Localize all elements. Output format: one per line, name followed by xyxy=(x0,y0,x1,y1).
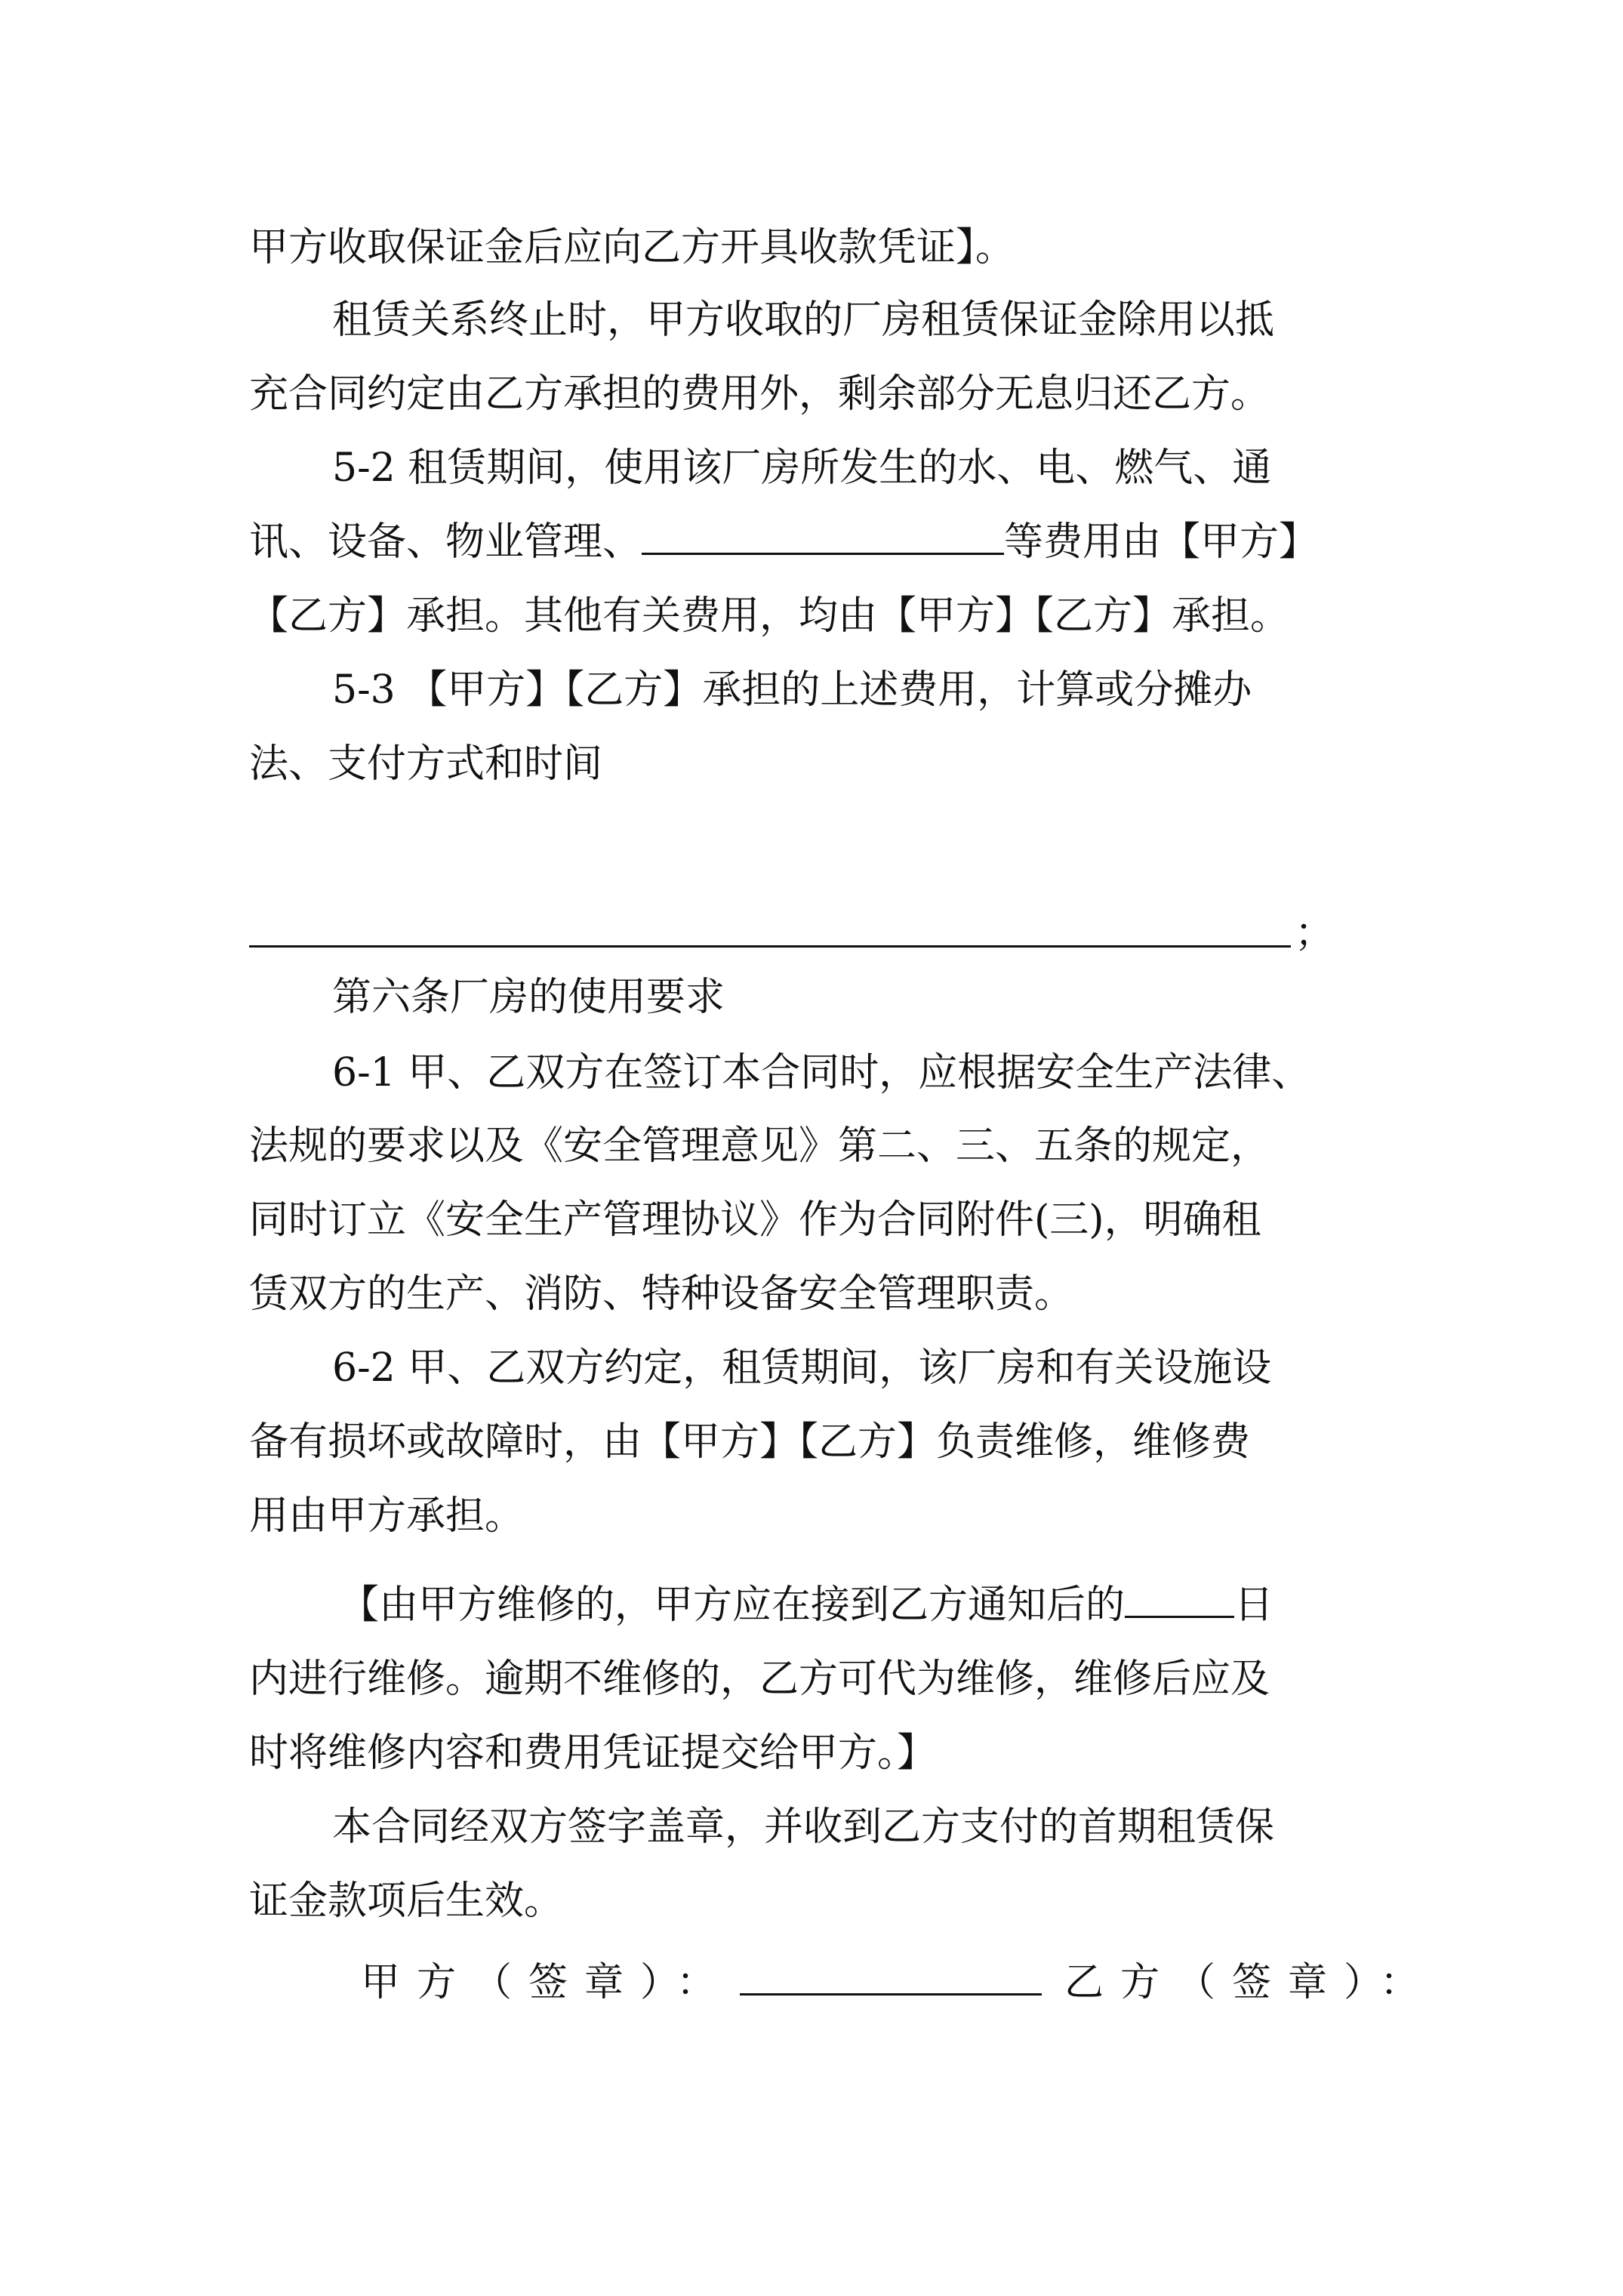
signature-line xyxy=(361,1955,1436,2010)
fill-in-line[interactable] xyxy=(249,945,1291,948)
fill-in-blank[interactable] xyxy=(1125,1578,1234,1618)
text-line: 证金款项后生效。 xyxy=(249,1878,564,1924)
text-line: 用由甲方承担。 xyxy=(249,1493,525,1539)
text-line: 6-1 甲、乙双方在签订本合同时，应根据安全生产法律、 xyxy=(332,1050,1311,1096)
text-line: 5-3 【甲方】【乙方】承担的上述费用，计算或分摊办 xyxy=(332,667,1252,713)
text-line: 6-2 甲、乙双方约定，租赁期间，该厂房和有关设施设 xyxy=(332,1345,1272,1391)
text-line: 时将维修内容和费用凭证提交给甲方。】 xyxy=(249,1730,937,1776)
text-line: 备有损坏或故障时，由【甲方】【乙方】负责维修，维修费 xyxy=(249,1419,1251,1465)
text-line-with-blank xyxy=(340,1578,1273,1632)
text-line: 法规的要求以及《安全管理意见》第二、三、五条的规定， xyxy=(249,1123,1270,1169)
text-line: 充合同约定由乙方承担的费用外，剩余部分无息归还乙方。 xyxy=(249,371,1270,417)
text-line: 内进行维修。逾期不维修的，乙方可代为维修，维修后应及 xyxy=(249,1657,1270,1702)
text-line: 5-2 租赁期间，使用该厂房所发生的水、电、燃气、通 xyxy=(332,445,1272,491)
text-line: 同时订立《安全生产管理协议》作为合同附件(三)，明确租 xyxy=(249,1197,1261,1243)
section-heading: 第六条厂房的使用要求 xyxy=(332,975,725,1020)
text-fragment: 等费用由【甲方】 xyxy=(1004,519,1319,565)
text-fragment: 讯、设备、物业管理、 xyxy=(249,519,642,565)
text-fragment: 日 xyxy=(1234,1583,1274,1628)
semicolon: ； xyxy=(1295,911,1335,956)
party-a-signature-label: 甲方（签章）： xyxy=(361,1960,733,2005)
text-fragment: 【由甲方维修的，甲方应在接到乙方通知后的 xyxy=(340,1583,1126,1628)
text-line: 法、支付方式和时间 xyxy=(249,741,603,787)
party-a-signature-blank[interactable] xyxy=(740,1955,1042,1996)
text-line: 赁双方的生产、消防、特种设备安全管理职责。 xyxy=(249,1271,1074,1317)
text-line: 甲方收取保证金后应向乙方开具收款凭证】。 xyxy=(249,225,1015,270)
party-b-signature-label: 乙方（签章）： xyxy=(1064,1960,1437,2005)
text-line: 【乙方】承担。其他有关费用，均由【甲方】【乙方】承担。 xyxy=(249,593,1290,639)
text-line: 本合同经双方签字盖章，并收到乙方支付的首期租赁保 xyxy=(332,1804,1275,1850)
text-line-with-blank xyxy=(249,515,1318,569)
fill-in-blank[interactable] xyxy=(642,515,1004,555)
text-line: 租赁关系终止时，甲方收取的厂房租赁保证金除用以抵 xyxy=(332,297,1275,343)
